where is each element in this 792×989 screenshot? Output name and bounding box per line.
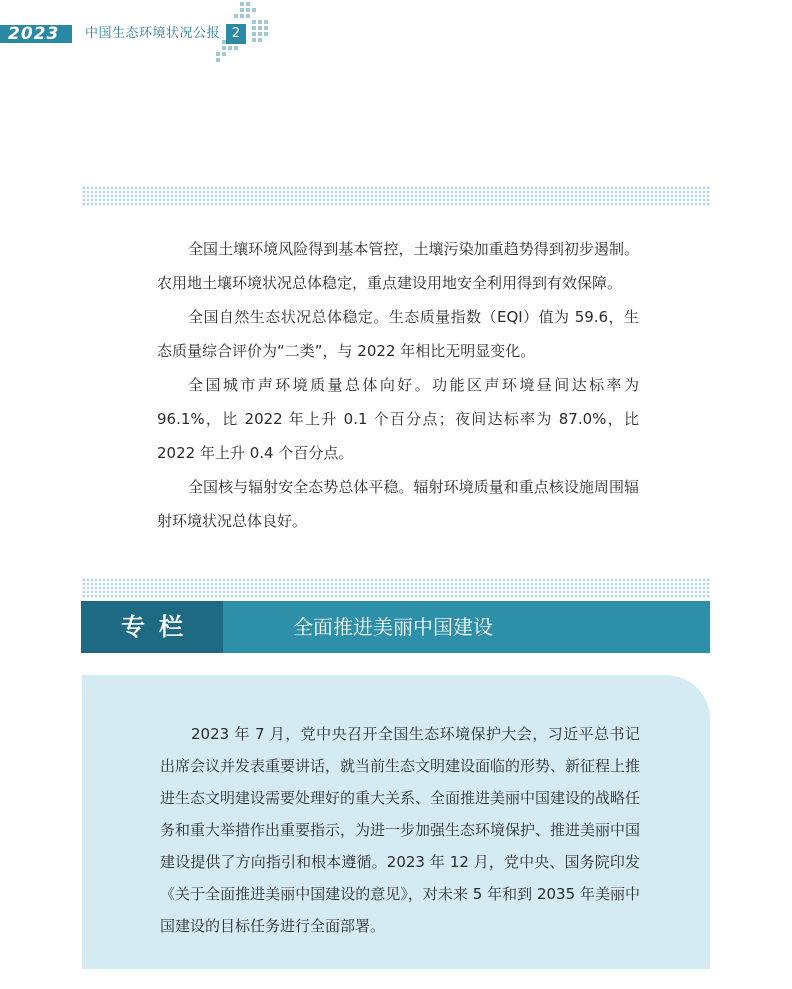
body-text [157, 232, 639, 538]
dotted-divider-column [82, 578, 710, 598]
paragraph: 全国土壤环境风险得到基本管控，土壤污染加重趋势得到初步遏制。农用地土壤环境状况总体稳定，重点建设用地安全利用得到有效保障。 [157, 240, 639, 292]
column-title: 全面推进美丽中国建设 [293, 615, 493, 639]
paragraph: 全国城市声环境质量总体向好。功能区声环境昼间达标率为 96.1%，比 2022 年上升 0.1 个百分点；夜间达标率为 87.0%，比 2022 年上升 0.4 个百分点。 [157, 376, 639, 462]
paragraph: 全国自然生态状况总体稳定。生态质量指数（EQI）值为 59.6，生态质量综合评价为“二类”，与 2022 年相比无明显变化。 [157, 308, 639, 360]
dotted-divider-top [82, 186, 710, 206]
column-label: 专栏 [121, 613, 197, 641]
column-paragraph: 2023 年 7 月，党中央召开全国生态环境保护大会，习近平总书记出席会议并发表重要讲话，就当前生态文明建设面临的形势、新征程上推进生态文明建设需要处理好的重大关系、全面推进美丽中国建设的战略任务和重大举措作出重要指示，为进一步加强生态环境保护、推进美丽中国建设提供了方向指引和根本遵循。2023 年 12 月，党中央、国务院印发《关于全面推进美丽中国建设的意见》，对未来 5 年和到 2035 年美丽中国建设的目标任务进行全面部署。 [160, 725, 641, 935]
header-title: 中国生态环境状况公报 [85, 26, 221, 41]
header-year: 2023 [8, 24, 60, 44]
column-title-bar [223, 601, 710, 653]
column-text [160, 718, 640, 942]
column-label-box [81, 601, 223, 653]
paragraph: 全国核与辐射安全态势总体平稳。辐射环境质量和重点核设施周围辐射环境状况总体良好。 [157, 478, 639, 530]
page-number: 2 [226, 24, 246, 44]
